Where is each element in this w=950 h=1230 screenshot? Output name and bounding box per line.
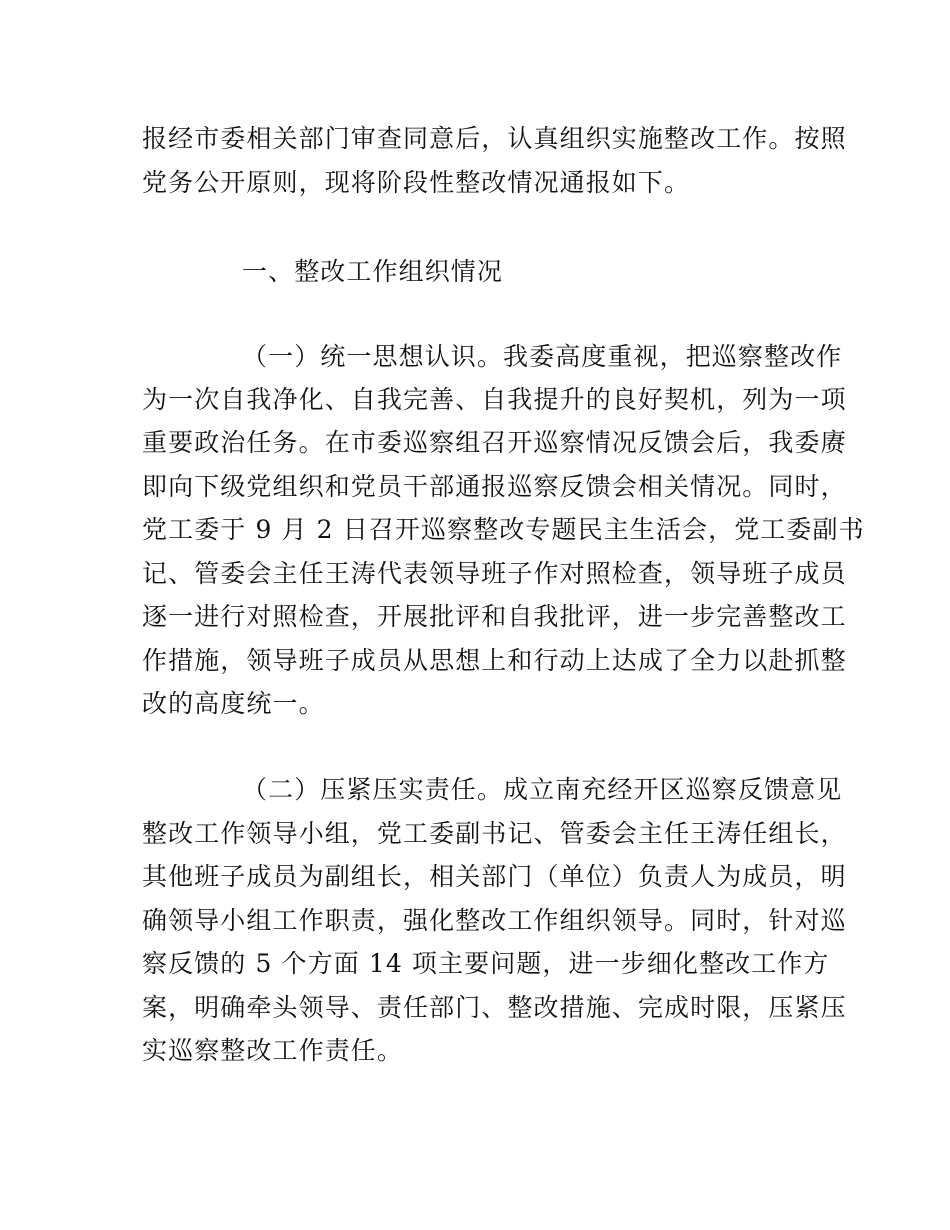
paragraph-line: 党工委于 9 月 2 日召开巡察整改专题民主生活会，党工委副书 <box>142 515 865 544</box>
intro-line: 党务公开原则，现将阶段性整改情况通报如下。 <box>142 168 691 197</box>
paragraph-line: 改的高度统一。 <box>142 689 325 718</box>
paragraph-line: （二）压紧压实责任。成立南充经开区巡察反馈意见 <box>242 775 843 804</box>
intro-line: 报经市委相关部门审查同意后，认真组织实施整改工作。按照 <box>142 124 847 153</box>
paragraph-line: 其他班子成员为副组长，相关部门（单位）负责人为成员，明 <box>142 862 847 891</box>
paragraph-line: 逐一进行对照检查，开展批评和自我批评，进一步完善整改工 <box>142 602 847 631</box>
section-heading: 一、整改工作组织情况 <box>242 257 504 286</box>
paragraph-line: 整改工作领导小组，党工委副书记、管委会主任王涛任组长， <box>142 819 847 848</box>
paragraph-line: 察反馈的 5 个方面 14 项主要问题，进一步细化整改工作方 <box>142 949 830 978</box>
paragraph-line: 案，明确牵头领导、责任部门、整改措施、完成时限，压紧压 <box>142 993 847 1022</box>
paragraph-line: 确领导小组工作职责，强化整改工作组织领导。同时，针对巡 <box>142 906 847 935</box>
paragraph-line: 作措施，领导班子成员从思想上和行动上达成了全力以赴抓整 <box>142 646 847 675</box>
paragraph-line: 重要政治任务。在市委巡察组召开巡察情况反馈会后，我委赓 <box>142 428 847 457</box>
paragraph-line: 即向下级党组织和党员干部通报巡察反馈会相关情况。同时， <box>142 472 847 501</box>
paragraph-line: 实巡察整改工作责任。 <box>142 1036 404 1065</box>
paragraph-line: 为一次自我净化、自我完善、自我提升的良好契机，列为一项 <box>142 385 847 414</box>
paragraph-line: 记、管委会主任王涛代表领导班子作对照检查，领导班子成员 <box>142 559 847 588</box>
paragraph-line: （一）统一思想认识。我委高度重视，把巡察整改作 <box>242 342 843 371</box>
